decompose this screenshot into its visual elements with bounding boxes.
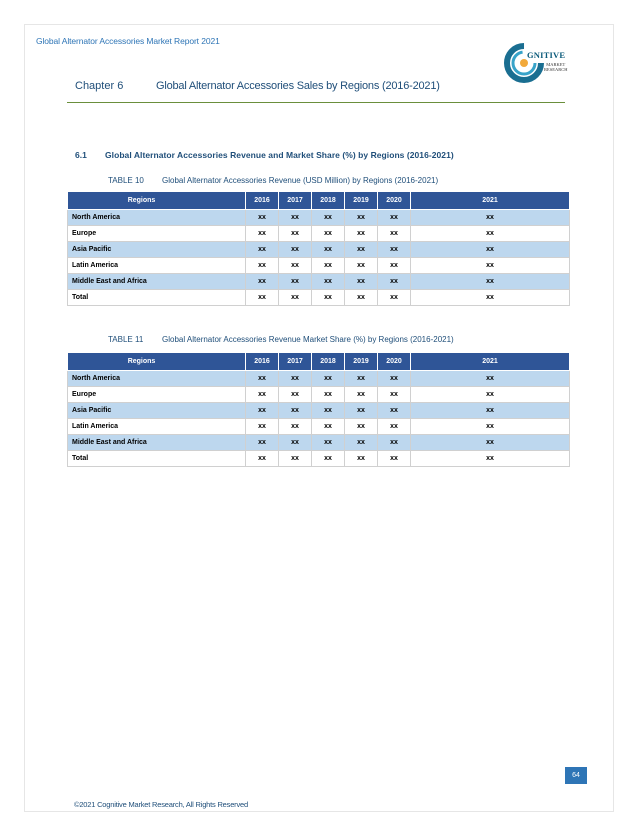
value-cell: xx (312, 274, 345, 290)
value-cell: xx (411, 403, 570, 419)
value-cell: xx (345, 242, 378, 258)
value-cell: xx (345, 371, 378, 387)
column-header-year: 2018 (312, 192, 345, 210)
value-cell: xx (312, 403, 345, 419)
table-row (68, 274, 570, 290)
table-caption (108, 335, 454, 344)
value-cell: xx (345, 435, 378, 451)
table-caption-text: Global Alternator Accessories Revenue (USD Million) by Regions (2016-2021) (162, 176, 439, 185)
cognitive-logo-icon (503, 42, 583, 84)
value-cell: xx (279, 290, 312, 306)
value-cell: xx (246, 419, 279, 435)
value-cell: xx (246, 242, 279, 258)
value-cell: xx (411, 290, 570, 306)
table-row (68, 371, 570, 387)
value-cell: xx (378, 419, 411, 435)
chapter-title: Global Alternator Accessories Sales by Regions (2016-2021) (156, 80, 440, 92)
column-header-year: 2016 (246, 192, 279, 210)
value-cell: xx (246, 274, 279, 290)
value-cell: xx (246, 387, 279, 403)
value-cell: xx (279, 419, 312, 435)
region-cell: Middle East and Africa (68, 274, 246, 290)
value-cell: xx (378, 435, 411, 451)
column-header-regions: Regions (68, 192, 246, 210)
value-cell: xx (411, 387, 570, 403)
value-cell: xx (411, 210, 570, 226)
table-row (68, 210, 570, 226)
value-cell: xx (345, 419, 378, 435)
value-cell: xx (312, 451, 345, 467)
revenue-table (67, 191, 570, 306)
market-share-table (67, 352, 570, 467)
table-row (68, 435, 570, 451)
value-cell: xx (246, 290, 279, 306)
value-cell: xx (312, 258, 345, 274)
table-row (68, 419, 570, 435)
value-cell: xx (279, 403, 312, 419)
region-cell: Total (68, 290, 246, 306)
footer-copyright: ©2021 Cognitive Market Research, All Rights Reserved (74, 800, 248, 809)
value-cell: xx (411, 242, 570, 258)
column-header-regions: Regions (68, 353, 246, 371)
value-cell: xx (246, 371, 279, 387)
table-header-row (68, 192, 570, 210)
region-cell: North America (68, 210, 246, 226)
page-number: 64 (565, 767, 587, 784)
value-cell: xx (246, 451, 279, 467)
value-cell: xx (345, 451, 378, 467)
value-cell: xx (345, 210, 378, 226)
column-header-year: 2020 (378, 192, 411, 210)
table-row (68, 258, 570, 274)
value-cell: xx (279, 387, 312, 403)
value-cell: xx (279, 435, 312, 451)
column-header-year: 2019 (345, 353, 378, 371)
running-header: Global Alternator Accessories Market Report 2021 (36, 36, 220, 46)
value-cell: xx (345, 290, 378, 306)
value-cell: xx (312, 435, 345, 451)
table-label: TABLE 11 (108, 335, 144, 344)
section-number: 6.1 (75, 150, 87, 160)
value-cell: xx (378, 258, 411, 274)
value-cell: xx (411, 258, 570, 274)
column-header-year: 2021 (411, 353, 570, 371)
value-cell: xx (279, 451, 312, 467)
value-cell: xx (312, 371, 345, 387)
value-cell: xx (411, 451, 570, 467)
region-cell: North America (68, 371, 246, 387)
section-title: Global Alternator Accessories Revenue and Market Share (%) by Regions (2016-2021) (105, 150, 454, 160)
value-cell: xx (345, 403, 378, 419)
column-header-year: 2021 (411, 192, 570, 210)
value-cell: xx (378, 242, 411, 258)
column-header-year: 2017 (279, 192, 312, 210)
logo-subtext: MARKET RESEARCH (544, 62, 568, 72)
table-row (68, 387, 570, 403)
value-cell: xx (345, 226, 378, 242)
table-row (68, 290, 570, 306)
value-cell: xx (411, 371, 570, 387)
column-header-year: 2020 (378, 353, 411, 371)
table-row (68, 451, 570, 467)
value-cell: xx (378, 403, 411, 419)
value-cell: xx (279, 258, 312, 274)
value-cell: xx (378, 226, 411, 242)
value-cell: xx (312, 210, 345, 226)
value-cell: xx (312, 419, 345, 435)
value-cell: xx (411, 274, 570, 290)
region-cell: Total (68, 451, 246, 467)
value-cell: xx (378, 290, 411, 306)
value-cell: xx (279, 226, 312, 242)
value-cell: xx (378, 387, 411, 403)
value-cell: xx (246, 210, 279, 226)
chapter-divider (67, 102, 565, 103)
table-label: TABLE 10 (108, 176, 144, 185)
value-cell: xx (378, 274, 411, 290)
column-header-year: 2018 (312, 353, 345, 371)
value-cell: xx (411, 226, 570, 242)
value-cell: xx (279, 371, 312, 387)
value-cell: xx (345, 274, 378, 290)
column-header-year: 2019 (345, 192, 378, 210)
region-cell: Latin America (68, 419, 246, 435)
value-cell: xx (378, 210, 411, 226)
value-cell: xx (312, 387, 345, 403)
value-cell: xx (279, 210, 312, 226)
region-cell: Asia Pacific (68, 403, 246, 419)
value-cell: xx (246, 435, 279, 451)
table-header-row (68, 353, 570, 371)
value-cell: xx (345, 258, 378, 274)
value-cell: xx (312, 242, 345, 258)
value-cell: xx (378, 451, 411, 467)
region-cell: Europe (68, 226, 246, 242)
table-row (68, 226, 570, 242)
value-cell: xx (411, 435, 570, 451)
column-header-year: 2017 (279, 353, 312, 371)
value-cell: xx (345, 387, 378, 403)
region-cell: Europe (68, 387, 246, 403)
region-cell: Latin America (68, 258, 246, 274)
value-cell: xx (312, 226, 345, 242)
table-caption (108, 176, 438, 185)
region-cell: Middle East and Africa (68, 435, 246, 451)
value-cell: xx (246, 403, 279, 419)
table-row (68, 403, 570, 419)
column-header-year: 2016 (246, 353, 279, 371)
logo-wordmark: GNITIVE (527, 50, 566, 60)
value-cell: xx (246, 258, 279, 274)
value-cell: xx (312, 290, 345, 306)
value-cell: xx (246, 226, 279, 242)
table-row (68, 242, 570, 258)
region-cell: Asia Pacific (68, 242, 246, 258)
value-cell: xx (279, 274, 312, 290)
value-cell: xx (411, 419, 570, 435)
chapter-number: Chapter 6 (75, 80, 124, 92)
table-caption-text: Global Alternator Accessories Revenue Market Share (%) by Regions (2016-2021) (162, 335, 454, 344)
value-cell: xx (378, 371, 411, 387)
value-cell: xx (279, 242, 312, 258)
